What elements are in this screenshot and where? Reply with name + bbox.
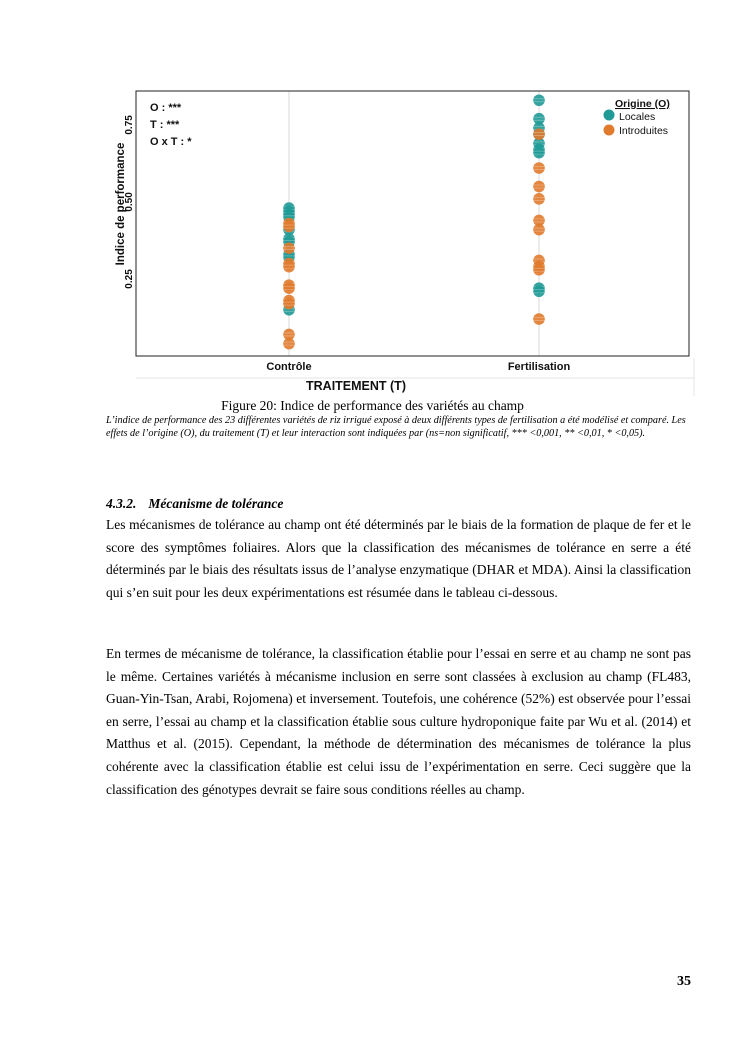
page-number: 35 bbox=[677, 974, 691, 989]
point-dot bbox=[533, 224, 545, 236]
x-tick-label-1: Contrôle bbox=[266, 361, 312, 373]
point-dot bbox=[533, 193, 545, 205]
point-introduites-2 bbox=[283, 221, 295, 233]
point-dot bbox=[533, 94, 545, 106]
figure-note: L’indice de performance des 23 différentes variétés de riz irrigué exposé à deux différents types de fertilisation a été modélisé et comparé. Les effets de l’origine (O), du traitement (T) et leur interaction sont indiquées par (ns=non significatif, *** <0,001, ** <0,01, * <0,05). bbox=[106, 415, 686, 440]
point-introduites-13 bbox=[533, 162, 545, 174]
figure-caption: Figure 20: Indice de performance des variétés au champ bbox=[221, 398, 524, 413]
point-dot bbox=[533, 264, 545, 276]
y-tick-label-2: 0.50 bbox=[124, 192, 135, 212]
stats-main-origin: O : *** bbox=[150, 102, 182, 114]
section-heading bbox=[106, 496, 283, 512]
point-dot bbox=[533, 181, 545, 193]
point-introduites-9 bbox=[283, 298, 295, 310]
point-locales-11 bbox=[533, 94, 545, 106]
point-introduites-20 bbox=[533, 264, 545, 276]
body-paragraph-1: Les mécanismes de tolérance au champ ont été déterminés par le biais de la formation de plaque de fer et le score des symptômes foliaires. Alors que la classification des mécanismes de tolérance en serre a été déterminés par le biais des résultats issus de l’analyse enzymatique (DHAR et MDA). Ainsi la classification qui s’en suit pour les deux expérimentations est résumée dans le tableau ci-dessous. bbox=[106, 517, 691, 600]
point-introduites-15 bbox=[533, 193, 545, 205]
chart-background bbox=[124, 91, 694, 396]
point-introduites-7 bbox=[283, 282, 295, 294]
performance-scatter-chart bbox=[106, 88, 696, 398]
point-dot bbox=[533, 285, 545, 297]
point-locales-19 bbox=[533, 285, 545, 297]
point-introduites-21 bbox=[533, 313, 545, 325]
point-locales-17 bbox=[533, 147, 545, 159]
point-introduites-17 bbox=[533, 224, 545, 236]
point-introduites-3 bbox=[283, 242, 295, 254]
point-dot bbox=[283, 261, 295, 273]
y-axis-label: Indice de performance bbox=[115, 142, 127, 266]
point-introduites-11 bbox=[283, 338, 295, 350]
stats-interaction: O x T : * bbox=[150, 136, 192, 148]
point-introduites-12 bbox=[533, 128, 545, 140]
point-dot bbox=[533, 313, 545, 325]
legend-label-introduites: Introduites bbox=[619, 125, 669, 137]
point-dot bbox=[283, 221, 295, 233]
legend-marker-locales bbox=[604, 110, 615, 121]
x-tick-label-2: Fertilisation bbox=[507, 361, 571, 373]
point-dot bbox=[283, 298, 295, 310]
body-paragraph-2: En termes de mécanisme de tolérance, la classification établie pour l’essai en serre et au champ ne sont pas le même. Certaines variétés à mécanisme inclusion en serre sont classées à exclusion au champ (FL483, Guan-Yin-Tsan, Arabi, Rojomena) et inversement. Toutefois, une cohérence (52%) est observée pour l’essai en serre, l’essai au champ et la classification établie sous culture hydroponique faite par Wu et al. (2014) et Matthus et al. (2015). Cependant, la méthode de détermination des mécanismes de tolérance la plus cohérente avec la classification établie est celui issu de l’expérimentation en serre. Ceci suggère que la classification des génotypes devrait se faire sous conditions réelles au champ. bbox=[106, 646, 691, 797]
point-dot bbox=[533, 162, 545, 174]
point-dot bbox=[533, 128, 545, 140]
point-introduites-5 bbox=[283, 261, 295, 273]
point-dot bbox=[283, 338, 295, 350]
point-introduites-14 bbox=[533, 181, 545, 193]
section-title: Mécanisme de tolérance bbox=[148, 496, 284, 511]
figure-20 bbox=[106, 88, 696, 398]
legend-title: Origine (O) bbox=[615, 98, 670, 110]
y-tick-label-3: 0.75 bbox=[124, 115, 135, 135]
legend-marker-introduites bbox=[604, 125, 615, 136]
y-tick-label-1: 0.25 bbox=[124, 269, 135, 289]
point-dot bbox=[283, 282, 295, 294]
section-number: 4.3.2. bbox=[106, 496, 137, 511]
point-dot bbox=[283, 242, 295, 254]
stats-main-treatment: T : *** bbox=[150, 119, 180, 131]
legend-label-locales: Locales bbox=[619, 111, 656, 123]
x-axis-label: TRAITEMENT (T) bbox=[306, 379, 406, 393]
point-dot bbox=[533, 147, 545, 159]
